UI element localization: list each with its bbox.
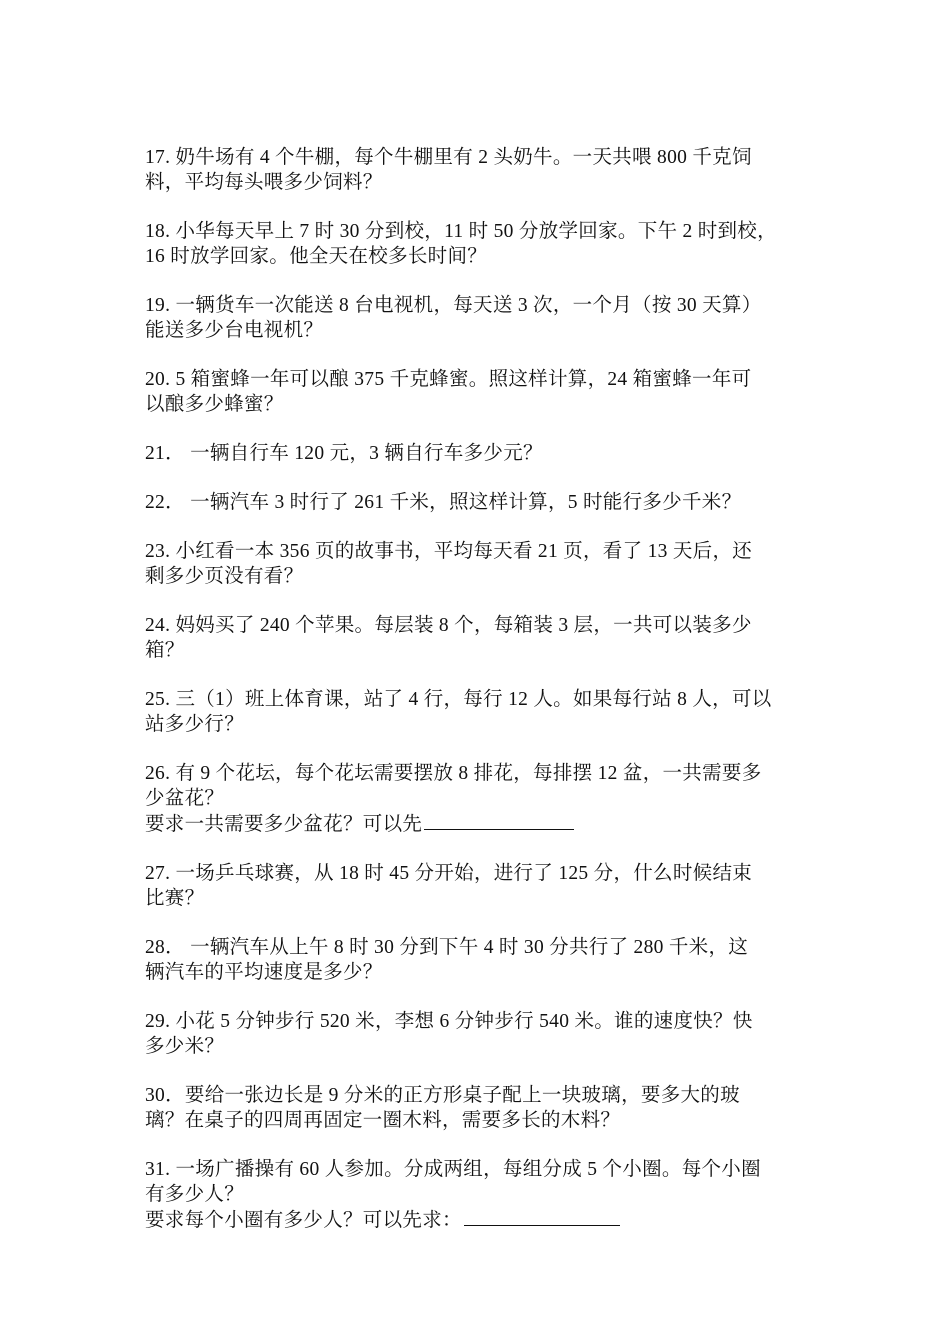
problem-line: 25. 三（1）班上体育课，站了 4 行，每行 12 人。如果每行站 8 人，可以 — [145, 689, 772, 710]
problem-27 — [145, 861, 820, 911]
problem-line: 能送多少台电视机？ — [145, 320, 324, 341]
problem-21 — [145, 441, 820, 466]
problem-line: 辆汽车的平均速度是多少？ — [145, 962, 383, 983]
answer-blank[interactable] — [464, 1207, 620, 1226]
problem-line: 24. 妈妈买了 240 个苹果。每层装 8 个，每箱装 3 层，一共可以装多少 — [145, 615, 752, 636]
problem-line: 20. 5 箱蜜蜂一年可以酿 375 千克蜂蜜。照这样计算，24 箱蜜蜂一年可 — [145, 369, 752, 390]
problem-19 — [145, 293, 820, 343]
problem-28 — [145, 935, 820, 985]
problem-line: 璃？在桌子的四周再固定一圈木料，需要多长的木料？ — [145, 1110, 621, 1131]
problem-22 — [145, 490, 820, 515]
hint-line — [145, 811, 820, 837]
hint-prompt: 要求一共需要多少盆花？可以先 — [145, 814, 423, 835]
problem-line: 料，平均每头喂多少饲料？ — [145, 172, 383, 193]
problem-17 — [145, 145, 820, 195]
problem-line: 23. 小红看一本 356 页的故事书，平均每天看 21 页，看了 13 天后，还 — [145, 541, 753, 562]
problem-line: 18. 小华每天早上 7 时 30 分到校，11 时 50 分放学回家。下午 2 时到校， — [145, 221, 777, 242]
problem-line: 29. 小花 5 分钟步行 520 米，李想 6 分钟步行 540 米。谁的速度快？快 — [145, 1011, 753, 1032]
problem-line: 多少米？ — [145, 1036, 225, 1057]
worksheet-page — [145, 145, 820, 1257]
problem-line: 比赛？ — [145, 888, 205, 909]
problem-18 — [145, 219, 820, 269]
problem-line: 站多少行？ — [145, 714, 245, 735]
problem-line: 箱？ — [145, 640, 185, 661]
problem-31 — [145, 1157, 820, 1233]
problem-line: 少盆花？ — [145, 788, 225, 809]
problem-line: 22． 一辆汽车 3 时行了 261 千米，照这样计算，5 时能行多少千米？ — [145, 492, 742, 513]
problem-line: 21． 一辆自行车 120 元，3 辆自行车多少元？ — [145, 443, 543, 464]
problem-20 — [145, 367, 820, 417]
problem-23 — [145, 539, 820, 589]
hint-line — [145, 1207, 820, 1233]
problem-line: 16 时放学回家。他全天在校多长时间？ — [145, 246, 488, 267]
hint-prompt: 要求每个小圈有多少人？可以先求： — [145, 1210, 462, 1231]
problem-30 — [145, 1083, 820, 1133]
problem-line: 剩多少页没有看？ — [145, 566, 304, 587]
problem-line: 30．要给一张边长是 9 分米的正方形桌子配上一块玻璃，要多大的玻 — [145, 1085, 740, 1106]
problem-24 — [145, 613, 820, 663]
problem-line: 28． 一辆汽车从上午 8 时 30 分到下午 4 时 30 分共行了 280 千米，这 — [145, 937, 749, 958]
problem-line: 以酿多少蜂蜜？ — [145, 394, 284, 415]
problem-26 — [145, 761, 820, 837]
problem-line: 17. 奶牛场有 4 个牛棚，每个牛棚里有 2 头奶牛。一天共喂 800 千克饲 — [145, 147, 752, 168]
problem-line: 31. 一场广播操有 60 人参加。分成两组，每组分成 5 个小圈。每个小圈 — [145, 1159, 761, 1180]
problem-line: 27. 一场乒乓球赛，从 18 时 45 分开始，进行了 125 分，什么时候结束 — [145, 863, 753, 884]
problem-line: 有多少人？ — [145, 1184, 245, 1205]
problem-29 — [145, 1009, 820, 1059]
problem-25 — [145, 687, 820, 737]
problem-line: 26. 有 9 个花坛，每个花坛需要摆放 8 排花，每排摆 12 盆，一共需要多 — [145, 763, 762, 784]
answer-blank[interactable] — [424, 811, 574, 830]
problem-line: 19. 一辆货车一次能送 8 台电视机，每天送 3 次，一个月（按 30 天算） — [145, 295, 762, 316]
